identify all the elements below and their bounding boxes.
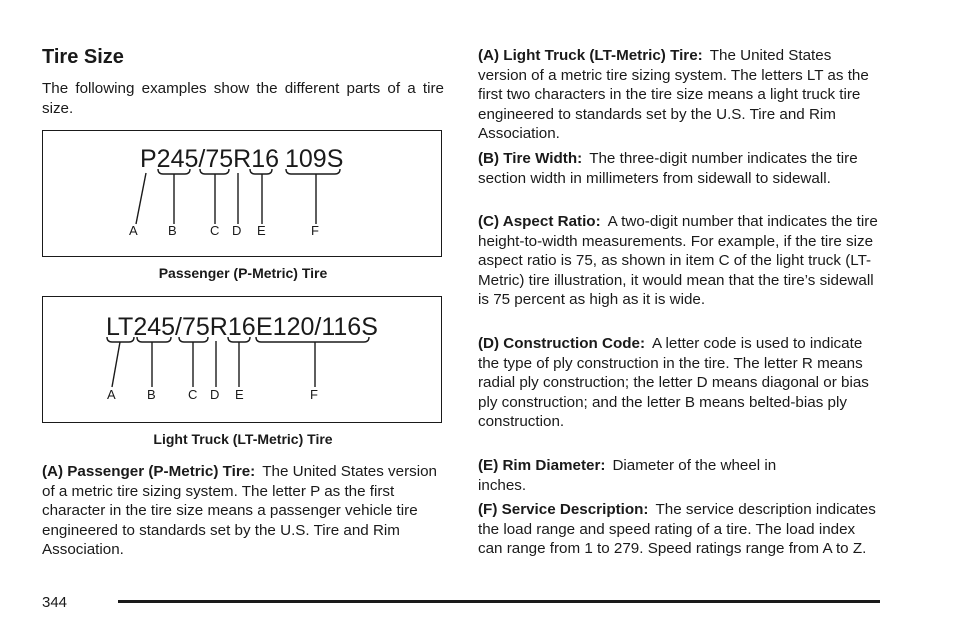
- page-number: 344: [42, 594, 68, 611]
- passenger-tire-diagram: [42, 130, 442, 257]
- label-a: A: [107, 387, 116, 402]
- service-description-code: 109S: [285, 145, 344, 173]
- definition-aspect-ratio: [478, 212, 878, 310]
- label-e: E: [235, 387, 244, 402]
- label-f: F: [311, 223, 319, 238]
- definition-text: The three-digit number indicates the tire section width in millimeters from sidewall to sidewall.: [478, 150, 858, 187]
- definition-passenger-tire: [42, 462, 446, 560]
- definition-text: The United States version of a metric tire sizing system. The letters LT as the first two characters in the tire size means a light truck tire engineered to standards set by the U.S. Tire and Rim Association.: [478, 47, 869, 142]
- definition-term: (A) Light Truck (LT-Metric) Tire:: [478, 47, 703, 64]
- label-b: B: [168, 223, 177, 238]
- definition-text: Diameter of the wheel in inches.: [478, 457, 777, 494]
- definition-light-truck-tire: [478, 46, 878, 144]
- definition-term: (E) Rim Diameter:: [478, 457, 606, 474]
- definition-text: The service description indicates the load range and speed rating of a tire. The load index can range from 1 to 279. Speed ratings range from A to Z.: [478, 501, 876, 557]
- definition-term: (D) Construction Code:: [478, 335, 646, 352]
- light-truck-tire-diagram: [42, 296, 442, 423]
- section-heading: Tire Size: [42, 46, 124, 68]
- definition-tire-width: [478, 149, 878, 188]
- label-a: A: [129, 223, 138, 238]
- label-e: E: [257, 223, 266, 238]
- label-f: F: [310, 387, 318, 402]
- label-b: B: [147, 387, 156, 402]
- definition-service-description: [478, 500, 878, 559]
- definition-rim-diameter: [478, 456, 818, 495]
- passenger-figure-caption: Passenger (P-Metric) Tire: [158, 265, 328, 281]
- label-d: D: [232, 223, 242, 238]
- definition-term: (B) Tire Width:: [478, 150, 583, 167]
- definition-term: (F) Service Description:: [478, 501, 649, 518]
- definition-text: A two-digit number that indicates the tire height-to-width measurements. For example, if the tire size aspect ratio is 75, as shown in item C of the light truck (LT-Metric) tire illustration, it would mean that the tire’s sidewall is 75 percent as high as it is wide.: [478, 213, 878, 308]
- callout-lines: [136, 169, 340, 224]
- definition-text: The United States version of a metric tire sizing system. The letter P as the first character in the tire size means a passenger vehicle tire engineered to standards set by the U.S. Tire and Rim Association.: [42, 463, 437, 558]
- callout-lines: [107, 337, 369, 387]
- tire-size-code: P245/75R16: [140, 145, 280, 173]
- tire-size-code: LT245/75R16: [106, 313, 256, 341]
- definition-construction-code: [478, 334, 878, 432]
- definition-text: A letter code is used to indicate the type of ply construction in the tire. The letter R means radial ply construction; the letter D means diagonal or bias ply construction; and the letter B means belted-bias ply construction.: [478, 335, 869, 430]
- label-c: C: [210, 223, 220, 238]
- definition-term: (A) Passenger (P-Metric) Tire:: [42, 463, 256, 480]
- light-truck-figure-caption: Light Truck (LT-Metric) Tire: [153, 431, 333, 447]
- footer-rule: [118, 600, 880, 603]
- definition-term: (C) Aspect Ratio:: [478, 213, 601, 230]
- service-description-code: E120/116S: [256, 313, 378, 341]
- intro-text: The following examples show the different parts of a tire size.: [42, 80, 444, 117]
- label-d: D: [210, 387, 220, 402]
- label-c: C: [188, 387, 198, 402]
